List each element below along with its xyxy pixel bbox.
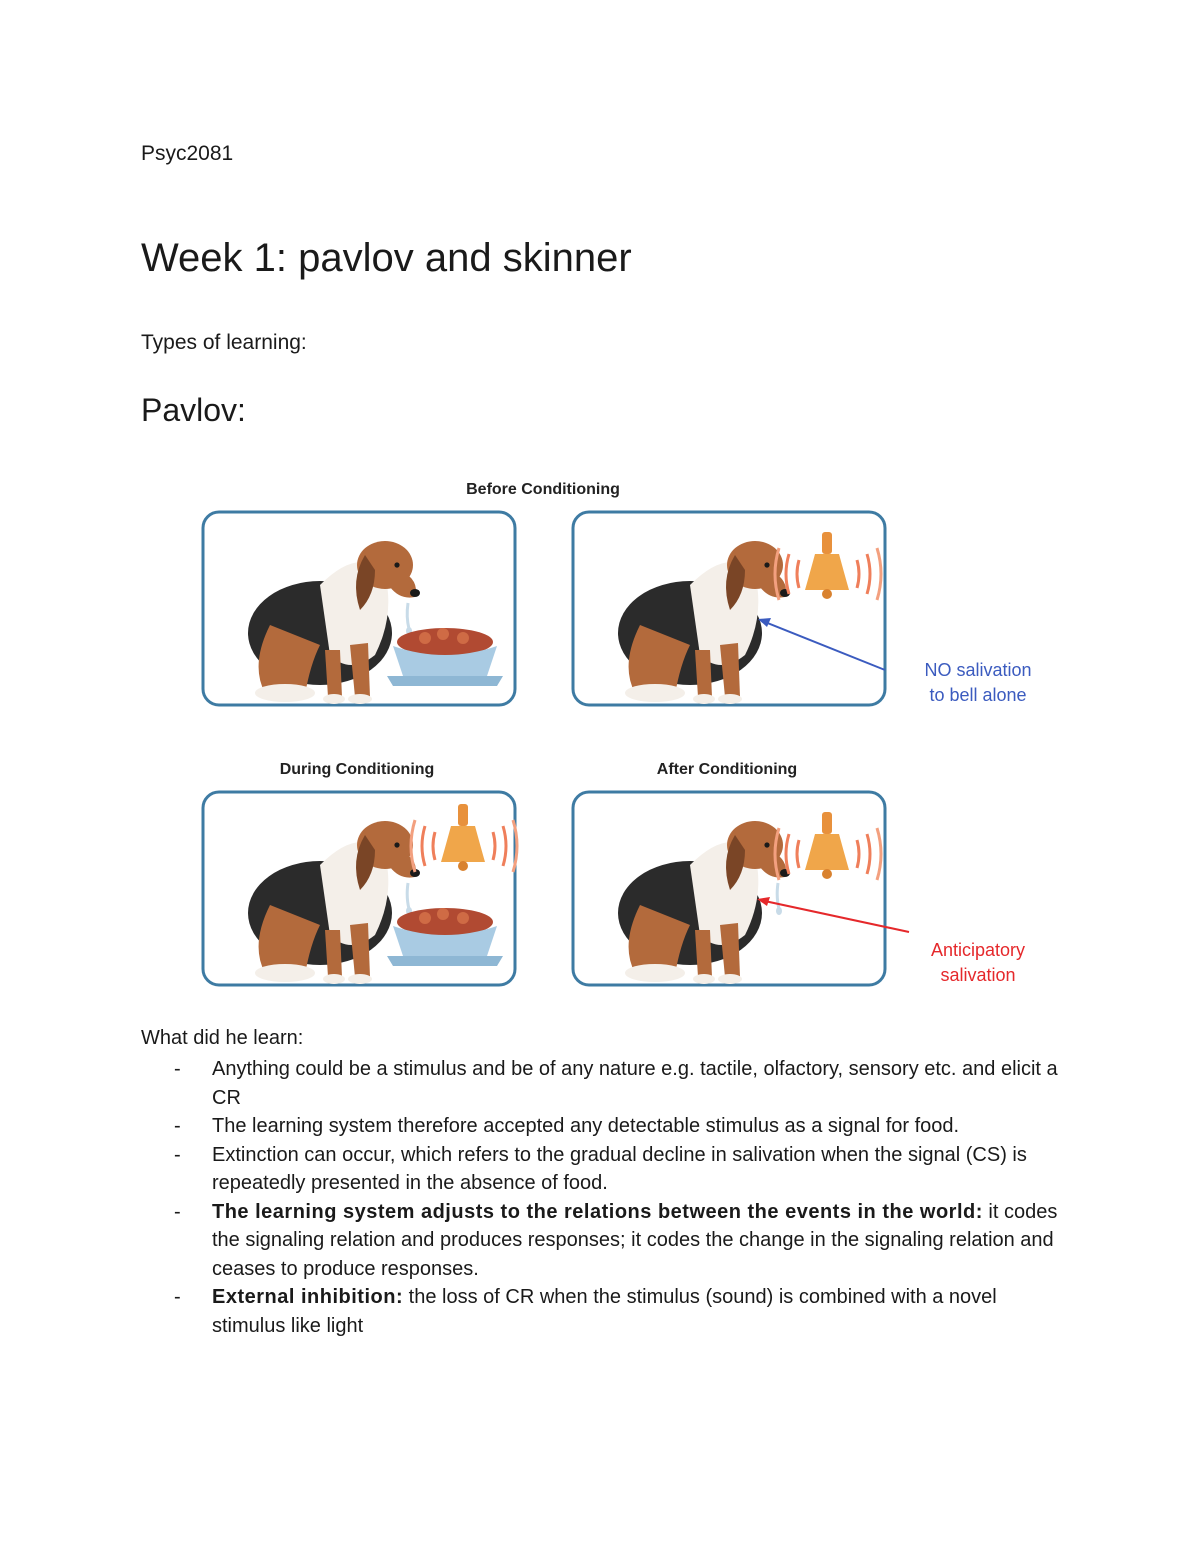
label-before-conditioning: Before Conditioning xyxy=(466,481,620,498)
list-item-lead: External inhibition: xyxy=(212,1286,404,1308)
section-heading-pavlov: Pavlov: xyxy=(141,392,246,428)
what-did-he-learn-heading: What did he learn: xyxy=(141,1027,304,1049)
annotation-anticipatory-line1: Anticipatory xyxy=(930,940,1026,960)
list-item: - Anything could be a stimulus and be of any nature e.g. tactile, olfactory, sensory etc. and elicit a CR xyxy=(174,1058,1058,1109)
course-code: Psyc2081 xyxy=(141,142,234,165)
learned-list xyxy=(141,1055,1071,1340)
label-during-conditioning: During Conditioning xyxy=(279,761,435,778)
list-item: - Extinction can occur, which refers to the gradual decline in salivation when the signal (CS) is repeatedly presented in the absence of food. xyxy=(174,1143,1027,1194)
types-of-learning-label: Types of learning: xyxy=(141,331,307,354)
page-title: Week 1: pavlov and skinner xyxy=(141,236,632,280)
list-item: - The learning system therefore accepted any detectable stimulus as a signal for food. xyxy=(174,1115,960,1137)
pavlov-conditioning-figure xyxy=(195,470,1055,1000)
label-after-conditioning: After Conditioning xyxy=(656,761,798,778)
annotation-anticipatory-line2: salivation xyxy=(940,965,1016,985)
annotation-no-salivation-line2: to bell alone xyxy=(929,685,1027,705)
list-item-lead: The learning system adjusts to the relations between the events in the world: xyxy=(212,1200,983,1223)
annotation-no-salivation-line1: NO salivation xyxy=(924,660,1032,680)
list-item: - The learning system adjusts to the relations between the events in the world: it codes the signaling relation and produces responses; it codes the change in the signaling relation and ceases to produce responses. xyxy=(174,1200,1058,1280)
list-item: - External inhibition: the loss of CR when the stimulus (sound) is combined with a novel stimulus like light xyxy=(174,1286,997,1337)
